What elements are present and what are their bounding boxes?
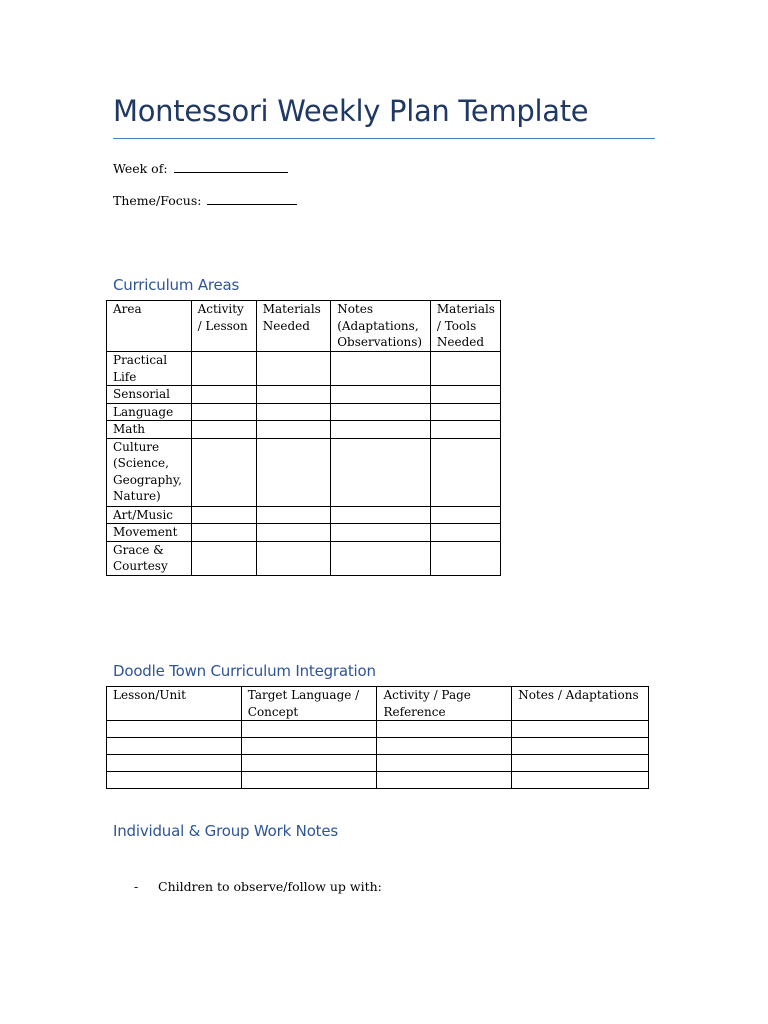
table-row: [107, 403, 501, 421]
empty-cell[interactable]: [107, 738, 242, 755]
column-header: Area: [107, 301, 192, 352]
list-item: [134, 879, 382, 894]
empty-cell[interactable]: [331, 386, 431, 404]
theme-focus-label: Theme/Focus:: [113, 193, 202, 208]
table-header-row: [107, 301, 501, 352]
empty-cell[interactable]: [430, 541, 500, 575]
empty-cell[interactable]: [512, 772, 649, 789]
table-row: [107, 541, 501, 575]
empty-cell[interactable]: [331, 506, 431, 524]
empty-cell[interactable]: [377, 755, 512, 772]
empty-cell[interactable]: [430, 421, 500, 439]
empty-cell[interactable]: [377, 772, 512, 789]
empty-cell[interactable]: [191, 506, 256, 524]
curriculum-areas-table: [106, 300, 501, 576]
empty-cell[interactable]: [191, 438, 256, 506]
column-header: Notes / Adaptations: [512, 687, 649, 721]
theme-focus-blank[interactable]: [207, 203, 297, 205]
column-header: Activity / Page Reference: [377, 687, 512, 721]
column-header: Materials Needed: [256, 301, 330, 352]
area-cell: Practical Life: [107, 352, 192, 386]
empty-cell[interactable]: [331, 421, 431, 439]
empty-cell[interactable]: [256, 386, 330, 404]
table-header-row: [107, 687, 649, 721]
empty-cell[interactable]: [331, 524, 431, 542]
week-of-label: Week of:: [113, 161, 168, 176]
area-cell: Movement: [107, 524, 192, 542]
column-header: Notes (Adaptations, Observations): [331, 301, 431, 352]
empty-cell[interactable]: [241, 721, 377, 738]
curriculum-areas-heading: Curriculum Areas: [113, 276, 240, 294]
empty-cell[interactable]: [331, 541, 431, 575]
table-row: [107, 738, 649, 755]
doodle-town-heading: Doodle Town Curriculum Integration: [113, 662, 376, 680]
week-of-blank[interactable]: [174, 171, 288, 173]
area-cell: Art/Music: [107, 506, 192, 524]
empty-cell[interactable]: [241, 755, 377, 772]
column-header: Activity / Lesson: [191, 301, 256, 352]
empty-cell[interactable]: [430, 403, 500, 421]
table-row: [107, 524, 501, 542]
area-cell: Grace & Courtesy: [107, 541, 192, 575]
table-row: [107, 506, 501, 524]
area-cell: Culture (Science, Geography, Nature): [107, 438, 192, 506]
empty-cell[interactable]: [430, 386, 500, 404]
empty-cell[interactable]: [377, 738, 512, 755]
area-cell: Sensorial: [107, 386, 192, 404]
empty-cell[interactable]: [331, 438, 431, 506]
empty-cell[interactable]: [256, 421, 330, 439]
empty-cell[interactable]: [256, 541, 330, 575]
empty-cell[interactable]: [191, 386, 256, 404]
column-header: Target Language / Concept: [241, 687, 377, 721]
table-row: [107, 352, 501, 386]
empty-cell[interactable]: [512, 738, 649, 755]
empty-cell[interactable]: [107, 721, 242, 738]
empty-cell[interactable]: [241, 738, 377, 755]
table-row: [107, 386, 501, 404]
table-row: [107, 438, 501, 506]
empty-cell[interactable]: [256, 352, 330, 386]
empty-cell[interactable]: [256, 438, 330, 506]
table-row: [107, 421, 501, 439]
empty-cell[interactable]: [191, 541, 256, 575]
empty-cell[interactable]: [430, 524, 500, 542]
area-cell: Math: [107, 421, 192, 439]
empty-cell[interactable]: [256, 403, 330, 421]
document-title: Montessori Weekly Plan Template: [113, 94, 589, 128]
week-of-field: [113, 161, 288, 176]
column-header: Lesson/Unit: [107, 687, 242, 721]
empty-cell[interactable]: [107, 755, 242, 772]
bullet-dash: -: [134, 879, 139, 894]
column-header: Materials / Tools Needed: [430, 301, 500, 352]
empty-cell[interactable]: [241, 772, 377, 789]
theme-focus-field: [113, 193, 297, 208]
empty-cell[interactable]: [430, 438, 500, 506]
empty-cell[interactable]: [331, 403, 431, 421]
empty-cell[interactable]: [191, 421, 256, 439]
empty-cell[interactable]: [191, 524, 256, 542]
empty-cell[interactable]: [331, 352, 431, 386]
empty-cell[interactable]: [191, 352, 256, 386]
empty-cell[interactable]: [430, 352, 500, 386]
doodle-town-table: [106, 686, 649, 789]
empty-cell[interactable]: [191, 403, 256, 421]
table-row: [107, 755, 649, 772]
list-item-text: Children to observe/follow up with:: [158, 879, 382, 894]
empty-cell[interactable]: [256, 524, 330, 542]
title-underline: [113, 138, 655, 139]
empty-cell[interactable]: [512, 721, 649, 738]
table-row: [107, 721, 649, 738]
work-notes-heading: Individual & Group Work Notes: [113, 822, 338, 840]
empty-cell[interactable]: [512, 755, 649, 772]
empty-cell[interactable]: [377, 721, 512, 738]
empty-cell[interactable]: [107, 772, 242, 789]
table-row: [107, 772, 649, 789]
empty-cell[interactable]: [256, 506, 330, 524]
empty-cell[interactable]: [430, 506, 500, 524]
area-cell: Language: [107, 403, 192, 421]
